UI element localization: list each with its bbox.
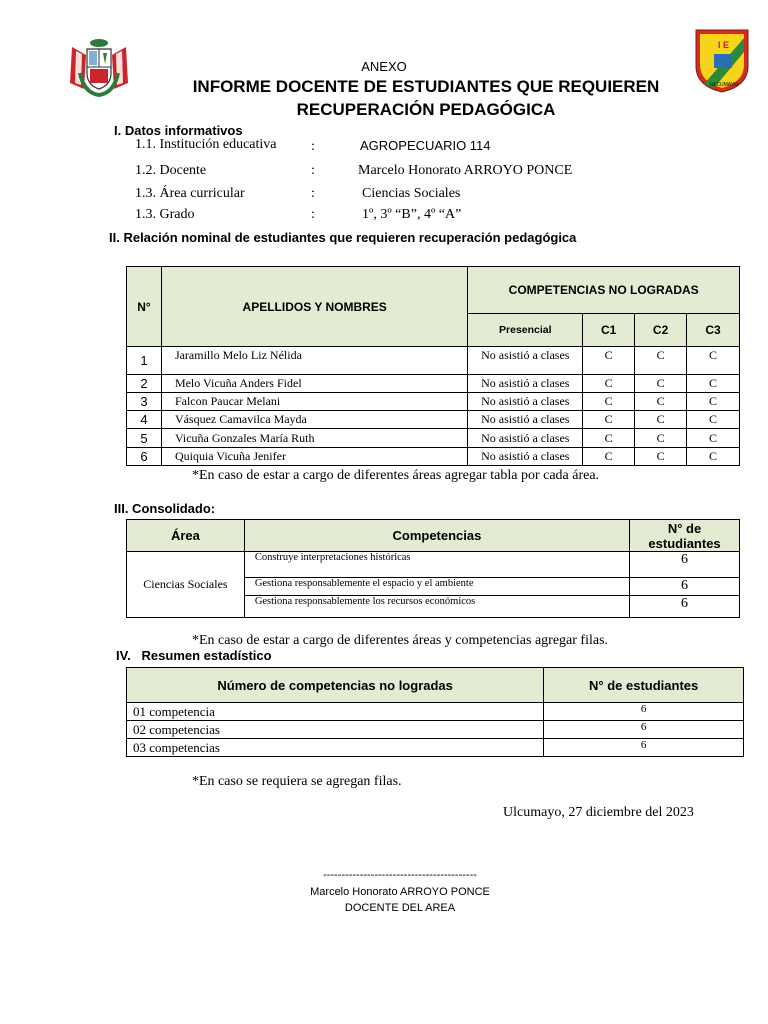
col-header-competency-count: Número de competencias no logradas bbox=[127, 668, 544, 703]
competency-name: Construye interpretaciones históricas bbox=[244, 552, 629, 578]
c2-value: C bbox=[635, 429, 687, 448]
row-num: 3 bbox=[127, 393, 162, 411]
document-title-line2: RECUPERACIÓN PEDAGÓGICA bbox=[296, 100, 556, 119]
student-count: 6 bbox=[630, 552, 740, 578]
attendance-status: No asistió a clases bbox=[468, 375, 583, 393]
info-colon: : bbox=[311, 163, 315, 178]
competency-name: Gestiona responsablemente los recursos económicos bbox=[244, 596, 629, 618]
col-header-c1: C1 bbox=[583, 314, 635, 347]
table-row bbox=[127, 411, 740, 429]
signer-role: DOCENTE DEL AREA bbox=[344, 902, 456, 914]
c3-value: C bbox=[687, 347, 740, 375]
summary-count: 6 bbox=[544, 739, 744, 757]
attendance-status: No asistió a clases bbox=[468, 393, 583, 411]
summary-label: 03 competencias bbox=[127, 739, 544, 757]
col-header-competencies: COMPETENCIAS NO LOGRADAS bbox=[468, 267, 740, 314]
attendance-status: No asistió a clases bbox=[468, 429, 583, 448]
attendance-status: No asistió a clases bbox=[468, 347, 583, 375]
student-name: Vásquez Camavilca Mayda bbox=[161, 411, 467, 429]
competency-name: Gestiona responsablemente el espacio y el ambiente bbox=[244, 578, 629, 596]
table-row bbox=[127, 375, 740, 393]
c1-value: C bbox=[583, 375, 635, 393]
c3-value: C bbox=[687, 393, 740, 411]
summary-count: 6 bbox=[544, 721, 744, 739]
table-row bbox=[127, 393, 740, 411]
summary-table bbox=[126, 667, 744, 757]
c2-value: C bbox=[635, 448, 687, 466]
students-table bbox=[126, 266, 740, 466]
col-header-names: APELLIDOS Y NOMBRES bbox=[161, 267, 467, 347]
c3-value: C bbox=[687, 448, 740, 466]
table-row bbox=[127, 739, 744, 757]
col-header-c2: C2 bbox=[635, 314, 687, 347]
info-value-teacher: Marcelo Honorato ARROYO PONCE bbox=[358, 163, 573, 178]
section1-heading: I. Datos informativos bbox=[114, 123, 243, 138]
section3-note: *En caso de estar a cargo de diferentes áreas y competencias agregar filas. bbox=[192, 633, 609, 648]
info-label-area: 1.3. Área curricular bbox=[135, 186, 245, 201]
student-count: 6 bbox=[630, 596, 740, 618]
c1-value: C bbox=[583, 347, 635, 375]
col-header-c3: C3 bbox=[687, 314, 740, 347]
section2-note: *En caso de estar a cargo de diferentes áreas agregar tabla por cada área. bbox=[192, 468, 600, 483]
row-num: 1 bbox=[127, 347, 162, 375]
svg-text:I E: I E bbox=[718, 40, 730, 50]
col-header-student-count: N° de estudiantes bbox=[630, 520, 740, 552]
col-header-area: Área bbox=[127, 520, 245, 552]
c2-value: C bbox=[635, 347, 687, 375]
c1-value: C bbox=[583, 429, 635, 448]
place-date: Ulcumayo, 27 diciembre del 2023 bbox=[503, 805, 694, 820]
annex-label: ANEXO bbox=[361, 59, 407, 74]
table-row bbox=[127, 429, 740, 448]
col-header-num: N° bbox=[127, 267, 162, 347]
table-row bbox=[127, 703, 744, 721]
c1-value: C bbox=[583, 448, 635, 466]
attendance-status: No asistió a clases bbox=[468, 448, 583, 466]
c2-value: C bbox=[635, 375, 687, 393]
c1-value: C bbox=[583, 393, 635, 411]
table-row bbox=[127, 721, 744, 739]
student-name: Quiquia Vicuña Jenifer bbox=[161, 448, 467, 466]
table-row bbox=[127, 347, 740, 375]
document-title-line1: INFORME DOCENTE DE ESTUDIANTES QUE REQUIEREN bbox=[192, 77, 660, 96]
section4-heading: IV. Resumen estadístico bbox=[116, 648, 272, 663]
info-value-institution: AGROPECUARIO 114 bbox=[360, 138, 491, 153]
row-num: 6 bbox=[127, 448, 162, 466]
signature-line: ------------------------------------------ bbox=[323, 869, 477, 881]
row-num: 5 bbox=[127, 429, 162, 448]
col-header-competencias: Competencias bbox=[244, 520, 629, 552]
info-value-grade: 1º, 3º “B”, 4º “A” bbox=[362, 207, 462, 222]
summary-count: 6 bbox=[544, 703, 744, 721]
summary-label: 01 competencia bbox=[127, 703, 544, 721]
row-num: 2 bbox=[127, 375, 162, 393]
row-num: 4 bbox=[127, 411, 162, 429]
c3-value: C bbox=[687, 429, 740, 448]
c1-value: C bbox=[583, 411, 635, 429]
section3-heading: III. Consolidado: bbox=[114, 501, 216, 516]
student-name: Melo Vicuña Anders Fidel bbox=[161, 375, 467, 393]
c2-value: C bbox=[635, 393, 687, 411]
student-name: Falcon Paucar Melani bbox=[161, 393, 467, 411]
attendance-status: No asistió a clases bbox=[468, 411, 583, 429]
info-colon: : bbox=[311, 207, 315, 222]
section2-heading: II. Relación nominal de estudiantes que requieren recuperación pedagógica bbox=[109, 230, 577, 245]
c3-value: C bbox=[687, 411, 740, 429]
section4-note: *En caso se requiera se agregan filas. bbox=[192, 774, 402, 789]
table-row bbox=[127, 552, 740, 578]
student-count: 6 bbox=[630, 578, 740, 596]
c2-value: C bbox=[635, 411, 687, 429]
signer-name: Marcelo Honorato ARROYO PONCE bbox=[310, 886, 490, 898]
info-label-grade: 1.3. Grado bbox=[135, 207, 195, 222]
col-header-presencial: Presencial bbox=[468, 314, 583, 347]
table-row bbox=[127, 448, 740, 466]
student-name: Jaramillo Melo Liz Nélida bbox=[161, 347, 467, 375]
student-name: Vicuña Gonzales María Ruth bbox=[161, 429, 467, 448]
consolidated-table bbox=[126, 519, 740, 618]
summary-label: 02 competencias bbox=[127, 721, 544, 739]
info-value-area: Ciencias Sociales bbox=[362, 186, 461, 201]
info-label-institution: 1.1. Institución educativa bbox=[135, 137, 277, 152]
c3-value: C bbox=[687, 375, 740, 393]
svg-text:ULCUMAYO: ULCUMAYO bbox=[710, 82, 738, 88]
info-label-teacher: 1.2. Docente bbox=[135, 163, 207, 178]
info-colon: : bbox=[311, 139, 315, 154]
col-header-student-count: N° de estudiantes bbox=[544, 668, 744, 703]
area-name: Ciencias Sociales bbox=[127, 552, 245, 618]
info-colon: : bbox=[311, 186, 315, 201]
